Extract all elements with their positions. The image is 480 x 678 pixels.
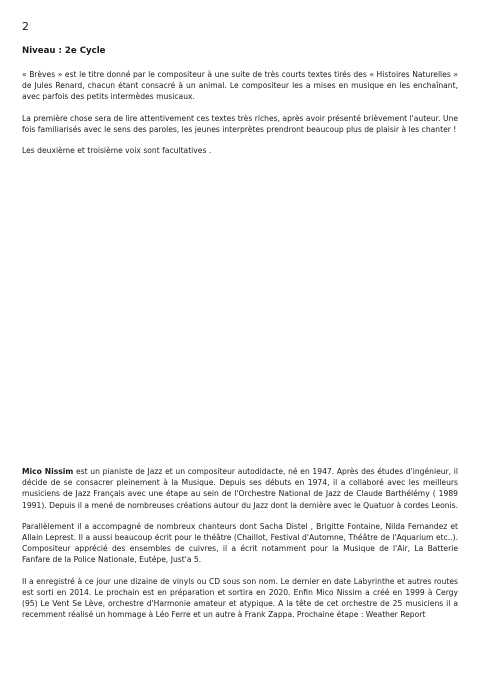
level-heading: Niveau : 2e Cycle [22, 46, 106, 56]
biography-paragraph-2: Parallèlement il a accompagné de nombreux chanteurs dont Sacha Distel , Brigitte Fontaine, Nilda Fernandez et Allain Leprest. Il a aussi beaucoup écrit pour le théâtre (Chaillot, Festival d'Automne, Théâtre de l'Aquarium etc..). Compositeur apprécié des ensembles de cuivres, il a écrit notamment pour la Musique de l'Air, La Batterie Fanfare de la Police Nationale, Eutépe, Just'a 5. [22, 521, 458, 565]
biography-paragraph-1 [22, 466, 458, 511]
page-number: 2 [22, 20, 29, 33]
biography-paragraph-1-text: est un pianiste de Jazz et un compositeur autodidacte, né en 1947. Après des études d'ingénieur, il décide de se consacrer pleinement à la Musique. Depuis ses débuts en 1974, il a collaboré avec les meilleurs musiciens de Jazz Français avec une étape au sein de l'Orchestre National de Jazz de Claude Barthélémy ( 1989 1991). Depuis il a mené de nombreuses créations autour du Jazz dont la dernière avec le Quatuor à cordes Leonis. [22, 467, 459, 510]
intro-paragraph-3: Les deuxième et troisième voix sont facultatives . [22, 146, 212, 156]
intro-section [22, 69, 458, 166]
biography-section [22, 466, 458, 630]
intro-paragraph-1: « Brèves » est le titre donné par le compositeur à une suite de très courts textes tirés des « Histoires Naturelles » de Jules Renard, chacun étant consacré à un animal. Le compositeur les a mises en musique en les enchaînant, avec parfois des petits intermèdes musicaux. [22, 70, 458, 102]
composer-name: Mico Nissim [22, 467, 74, 476]
intro-paragraph-2: La première chose sera de lire attentivement ces textes très riches, après avoir présenté brièvement l'auteur. Une fois familiarisés avec le sens des paroles, les jeunes interprètes prendront beaucoup plus de plaisir à les chanter ! [22, 113, 458, 134]
biography-paragraph-3: Il a enregistré à ce jour une dizaine de vinyls ou CD sous son nom. Le dernier en date Labyrinthe et autres routes est sorti en 2014. Le prochain est en préparation et sortira en 2020. Enfin Mico Nissim a créé en 1999 à Cergy (95) Le Vent Se Lève, orchestre d'Harmonie amateur et atypique. A la tête de cet orchestre de 25 musiciens il a recemment réalisé un hommage à Léo Ferre et un autre à Frank Zappa. Prochaine étape : Weather Report [22, 576, 458, 620]
